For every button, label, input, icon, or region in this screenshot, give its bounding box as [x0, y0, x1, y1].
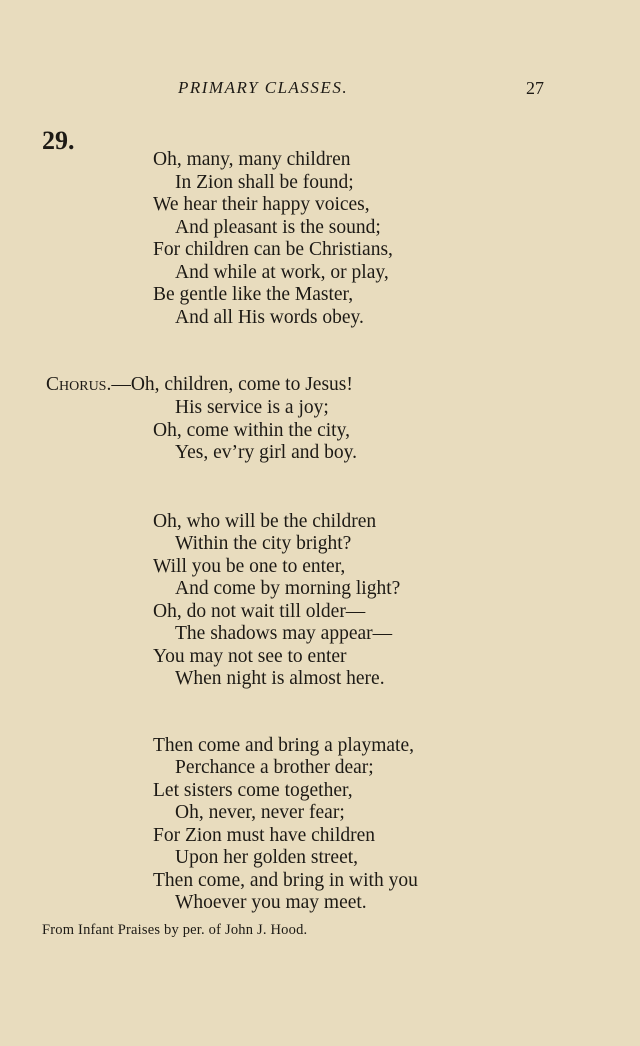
verse-1-line-7: Be gentle like the Master,: [153, 284, 354, 305]
chorus-label: Chorus.: [46, 374, 112, 395]
verse-3-line-8: Whoever you may meet.: [175, 892, 367, 913]
verse-3-line-1: Then come and bring a playmate,: [153, 735, 414, 756]
verse-3-line-2: Perchance a brother dear;: [175, 757, 374, 778]
chorus-line-1: —Oh, children, come to Jesus!: [111, 374, 353, 395]
verse-1-line-1: Oh, many, many children: [153, 149, 351, 170]
verse-2-line-6: The shadows may appear—: [175, 623, 393, 644]
verse-1-line-3: We hear their happy voices,: [153, 194, 370, 215]
verse-1-line-2: In Zion shall be found;: [175, 172, 354, 193]
verse-2-line-5: Oh, do not wait till older—: [153, 601, 366, 622]
verse-3-line-6: Upon her golden street,: [175, 847, 359, 868]
verse-2-line-1: Oh, who will be the children: [153, 511, 377, 532]
verse-1-line-4: And pleasant is the sound;: [175, 217, 381, 238]
verse-3-line-5: For Zion must have children: [153, 825, 376, 846]
verse-3-line-4: Oh, never, never fear;: [175, 802, 345, 823]
verse-1-line-5: For children can be Christians,: [153, 239, 393, 260]
chorus-line-4: Yes, ev’ry girl and boy.: [175, 442, 357, 463]
verse-1-line-8: And all His words obey.: [175, 307, 364, 328]
running-title: PRIMARY CLASSES.: [178, 78, 349, 97]
verse-2-line-7: You may not see to enter: [153, 646, 347, 667]
chorus-heading: [46, 374, 353, 396]
chorus-line-3: Oh, come within the city,: [153, 420, 350, 441]
source-attribution: From Infant Praises by per. of John J. Hood.: [42, 922, 308, 938]
verse-3-line-3: Let sisters come together,: [153, 780, 353, 801]
verse-3-line-7: Then come, and bring in with you: [153, 870, 418, 891]
verse-2-line-2: Within the city bright?: [175, 533, 352, 554]
verse-2-line-3: Will you be one to enter,: [153, 556, 346, 577]
page-number: 27: [526, 78, 544, 98]
chorus-line-2: His service is a joy;: [175, 397, 329, 418]
verse-2-line-4: And come by morning light?: [175, 578, 401, 599]
verse-2-line-8: When night is almost here.: [175, 668, 385, 689]
hymn-number: 29.: [42, 126, 75, 155]
verse-1-line-6: And while at work, or play,: [175, 262, 389, 283]
